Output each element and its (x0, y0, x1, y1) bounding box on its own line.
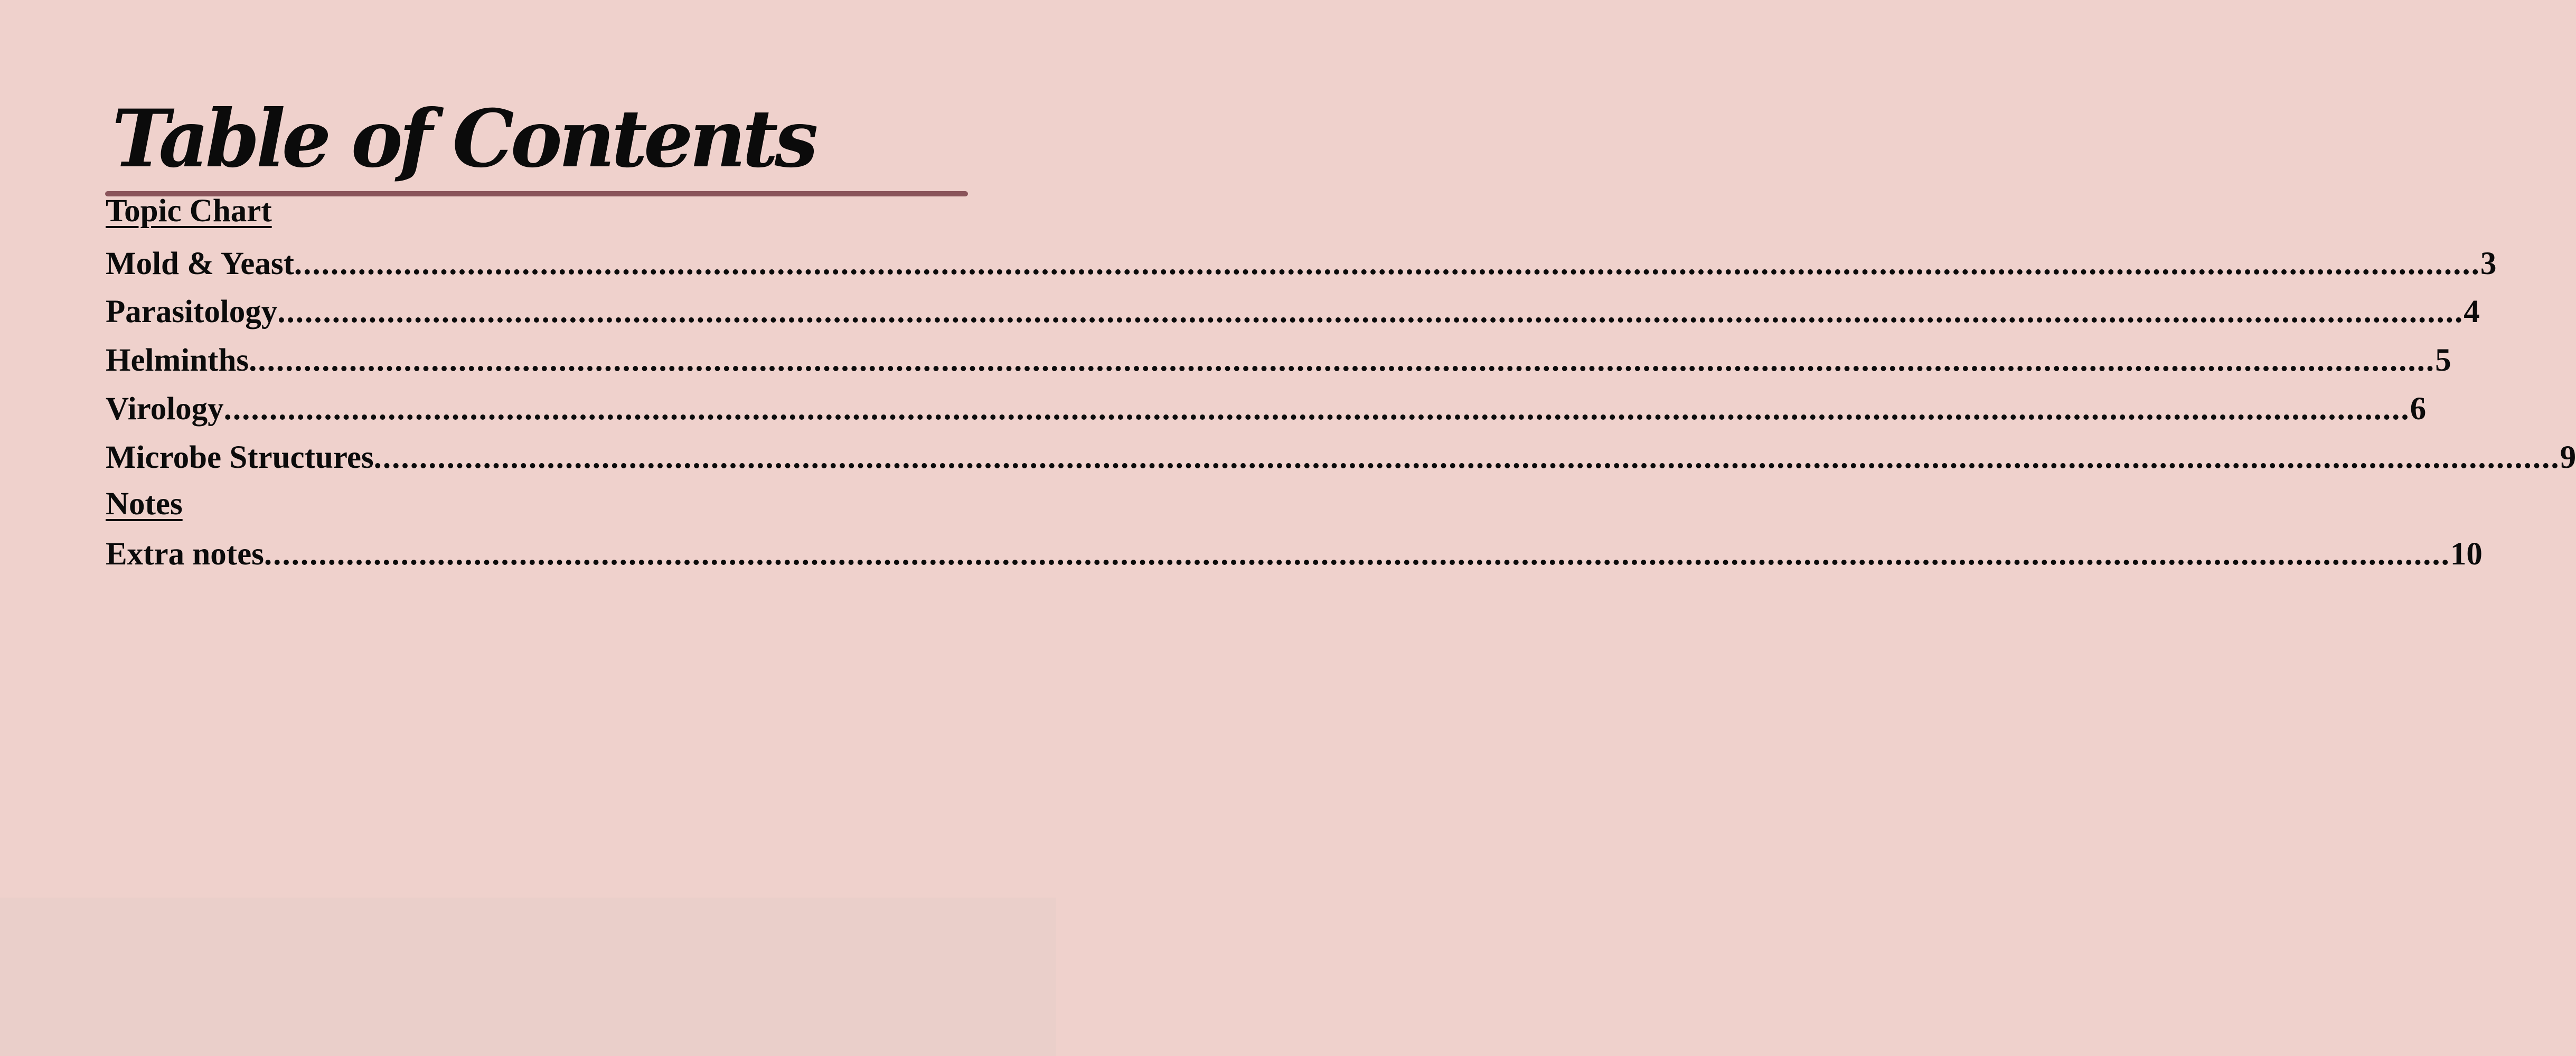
toc-entry-page: 3 (2480, 246, 2497, 281)
section-heading-notes: Notes (106, 486, 183, 522)
page-title: Table of Contents (112, 92, 815, 185)
dot-leader: ................................................................................................................................................................................................................................................ (264, 536, 2450, 572)
toc-entry[interactable] (106, 536, 2483, 573)
toc-entry-label: Microbe Structures (106, 440, 374, 475)
toc-entry-page: 5 (2435, 343, 2451, 378)
dot-leader: ................................................................................................................................................................................................................................................ (294, 246, 2480, 281)
toc-entry-label: Helminths (106, 343, 249, 378)
toc-entry[interactable] (106, 439, 2576, 476)
toc-entry-page: 9 (2560, 440, 2576, 475)
toc-entry-page: 6 (2410, 391, 2427, 427)
dot-leader: ................................................................................................................................................................................................................................................ (373, 440, 2560, 475)
dot-leader: ................................................................................................................................................................................................................................................ (223, 391, 2410, 427)
bottom-band (0, 898, 1056, 1056)
toc-entry-label: Mold & Yeast (106, 246, 294, 281)
toc-entry[interactable] (106, 342, 2451, 379)
toc-entry[interactable] (106, 391, 2427, 428)
dot-leader: ................................................................................................................................................................................................................................................ (249, 343, 2436, 378)
dot-leader: ................................................................................................................................................................................................................................................ (277, 294, 2464, 329)
toc-entry-page: 10 (2450, 536, 2483, 572)
section-heading-topic-chart: Topic Chart (106, 193, 272, 229)
toc-entry[interactable] (106, 246, 2497, 282)
toc-entry-label: Parasitology (106, 294, 278, 329)
toc-entry[interactable] (106, 294, 2480, 331)
toc-entry-page: 4 (2464, 294, 2480, 329)
toc-entry-label: Extra notes (106, 536, 264, 572)
toc-entry-label: Virology (106, 391, 224, 427)
